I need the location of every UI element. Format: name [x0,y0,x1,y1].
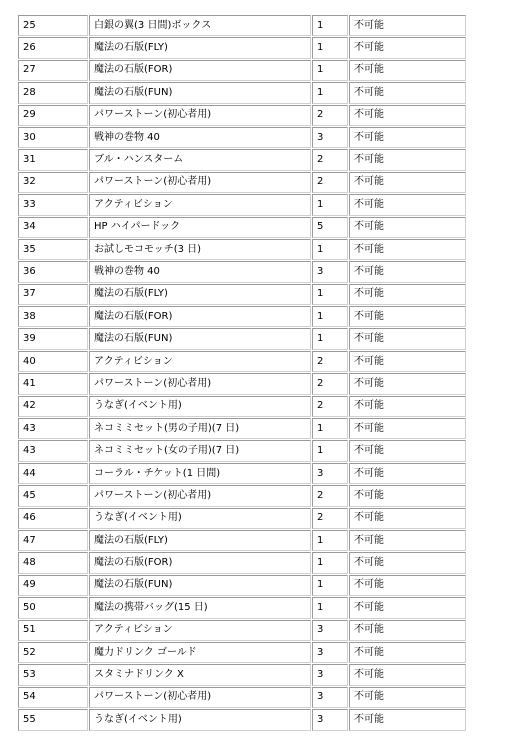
status-cell: 不可能 [349,351,466,372]
status-cell: 不可能 [349,575,466,596]
row-number-cell: 34 [18,217,88,238]
status-cell: 不可能 [349,530,466,551]
status-cell: 不可能 [349,552,466,573]
table-row [18,60,466,81]
row-number-cell: 42 [18,396,88,417]
table-row [18,105,466,126]
item-name-cell: ネコミミセット(女の子用)(7 日) [89,440,311,461]
table-row [18,373,466,394]
row-number-cell: 43 [18,418,88,439]
quantity-cell: 1 [312,328,348,349]
row-number-cell: 29 [18,105,88,126]
quantity-cell: 1 [312,530,348,551]
quantity-cell: 2 [312,172,348,193]
item-name-cell: アクティビション [89,351,311,372]
row-number-cell: 44 [18,463,88,484]
quantity-cell: 2 [312,373,348,394]
row-number-cell: 52 [18,642,88,663]
quantity-cell: 3 [312,642,348,663]
item-name-cell: スタミナドリンク X [89,664,311,685]
status-cell: 不可能 [349,127,466,148]
status-cell: 不可能 [349,194,466,215]
quantity-cell: 2 [312,149,348,170]
status-cell: 不可能 [349,463,466,484]
status-cell: 不可能 [349,217,466,238]
table-row [18,485,466,506]
quantity-cell: 2 [312,508,348,529]
quantity-cell: 1 [312,552,348,573]
quantity-cell: 1 [312,306,348,327]
table-row [18,82,466,103]
quantity-cell: 1 [312,37,348,58]
item-name-cell: 白銀の翼(3 日間)ボックス [89,15,311,36]
row-number-cell: 25 [18,15,88,36]
item-name-cell: アクティビション [89,194,311,215]
row-number-cell: 50 [18,597,88,618]
table-row [18,687,466,708]
item-name-cell: 魔法の石版(FUN) [89,575,311,596]
status-cell: 不可能 [349,642,466,663]
table-row [18,306,466,327]
item-name-cell: お試しモコモッチ(3 日) [89,239,311,260]
quantity-cell: 1 [312,284,348,305]
quantity-cell: 1 [312,597,348,618]
status-cell: 不可能 [349,261,466,282]
status-cell: 不可能 [349,396,466,417]
quantity-cell: 3 [312,127,348,148]
item-name-cell: 魔法の石版(FUN) [89,82,311,103]
row-number-cell: 49 [18,575,88,596]
item-name-cell: パワーストーン(初心者用) [89,687,311,708]
item-name-cell: 魔力ドリンク ゴールド [89,642,311,663]
item-name-cell: 戦神の巻物 40 [89,127,311,148]
status-cell: 不可能 [349,508,466,529]
item-name-cell: コーラル・チケット(1 日間) [89,463,311,484]
status-cell: 不可能 [349,664,466,685]
row-number-cell: 31 [18,149,88,170]
quantity-cell: 2 [312,351,348,372]
quantity-cell: 1 [312,82,348,103]
table-row [18,328,466,349]
item-name-cell: 魔法の石版(FLY) [89,37,311,58]
row-number-cell: 32 [18,172,88,193]
table-row [18,642,466,663]
table-row [18,575,466,596]
row-number-cell: 45 [18,485,88,506]
item-name-cell: 戦神の巻物 40 [89,261,311,282]
row-number-cell: 55 [18,709,88,730]
table-row [18,463,466,484]
table-row [18,664,466,685]
status-cell: 不可能 [349,328,466,349]
table-row [18,552,466,573]
row-number-cell: 35 [18,239,88,260]
status-cell: 不可能 [349,687,466,708]
item-name-cell: 魔法の石版(FOR) [89,552,311,573]
status-cell: 不可能 [349,82,466,103]
item-name-cell: ネコミミセット(男の子用)(7 日) [89,418,311,439]
quantity-cell: 5 [312,217,348,238]
item-table [17,14,467,732]
quantity-cell: 1 [312,15,348,36]
status-cell: 不可能 [349,306,466,327]
row-number-cell: 30 [18,127,88,148]
row-number-cell: 28 [18,82,88,103]
quantity-cell: 1 [312,239,348,260]
status-cell: 不可能 [349,172,466,193]
status-cell: 不可能 [349,373,466,394]
status-cell: 不可能 [349,418,466,439]
item-name-cell: 魔法の石版(FLY) [89,530,311,551]
quantity-cell: 3 [312,463,348,484]
table-row [18,620,466,641]
quantity-cell: 3 [312,709,348,730]
item-table-container [17,14,465,732]
table-row [18,597,466,618]
quantity-cell: 1 [312,418,348,439]
status-cell: 不可能 [349,60,466,81]
table-row [18,396,466,417]
table-row [18,418,466,439]
status-cell: 不可能 [349,37,466,58]
row-number-cell: 54 [18,687,88,708]
status-cell: 不可能 [349,149,466,170]
table-row [18,508,466,529]
status-cell: 不可能 [349,440,466,461]
table-row [18,239,466,260]
item-name-cell: 魔法の石版(FOR) [89,306,311,327]
table-row [18,149,466,170]
row-number-cell: 33 [18,194,88,215]
table-row [18,127,466,148]
item-name-cell: 魔法の石版(FUN) [89,328,311,349]
item-name-cell: アクティビション [89,620,311,641]
quantity-cell: 3 [312,620,348,641]
row-number-cell: 43 [18,440,88,461]
table-row [18,709,466,730]
quantity-cell: 2 [312,105,348,126]
item-name-cell: うなぎ(イベント用) [89,508,311,529]
status-cell: 不可能 [349,620,466,641]
row-number-cell: 39 [18,328,88,349]
quantity-cell: 3 [312,261,348,282]
table-row [18,37,466,58]
status-cell: 不可能 [349,709,466,730]
quantity-cell: 3 [312,687,348,708]
row-number-cell: 40 [18,351,88,372]
row-number-cell: 26 [18,37,88,58]
table-row [18,194,466,215]
quantity-cell: 2 [312,396,348,417]
item-name-cell: ブル・ハンスターム [89,149,311,170]
item-name-cell: 魔法の石版(FLY) [89,284,311,305]
status-cell: 不可能 [349,597,466,618]
item-name-cell: うなぎ(イベント用) [89,709,311,730]
table-row [18,440,466,461]
table-row [18,217,466,238]
status-cell: 不可能 [349,239,466,260]
quantity-cell: 1 [312,575,348,596]
item-name-cell: 魔法の石版(FOR) [89,60,311,81]
quantity-cell: 1 [312,440,348,461]
row-number-cell: 36 [18,261,88,282]
row-number-cell: 46 [18,508,88,529]
row-number-cell: 53 [18,664,88,685]
status-cell: 不可能 [349,105,466,126]
item-name-cell: 魔法の携帯バッグ(15 日) [89,597,311,618]
row-number-cell: 27 [18,60,88,81]
status-cell: 不可能 [349,15,466,36]
item-table-body [18,15,466,731]
row-number-cell: 38 [18,306,88,327]
quantity-cell: 1 [312,60,348,81]
status-cell: 不可能 [349,284,466,305]
table-row [18,284,466,305]
row-number-cell: 41 [18,373,88,394]
item-name-cell: うなぎ(イベント用) [89,396,311,417]
row-number-cell: 51 [18,620,88,641]
table-row [18,530,466,551]
quantity-cell: 1 [312,194,348,215]
table-row [18,261,466,282]
row-number-cell: 47 [18,530,88,551]
table-row [18,15,466,36]
item-name-cell: HP ハイパードック [89,217,311,238]
table-row [18,351,466,372]
item-name-cell: パワーストーン(初心者用) [89,172,311,193]
quantity-cell: 2 [312,485,348,506]
row-number-cell: 48 [18,552,88,573]
item-name-cell: パワーストーン(初心者用) [89,105,311,126]
row-number-cell: 37 [18,284,88,305]
item-name-cell: パワーストーン(初心者用) [89,373,311,394]
status-cell: 不可能 [349,485,466,506]
table-row [18,172,466,193]
quantity-cell: 3 [312,664,348,685]
item-name-cell: パワーストーン(初心者用) [89,485,311,506]
